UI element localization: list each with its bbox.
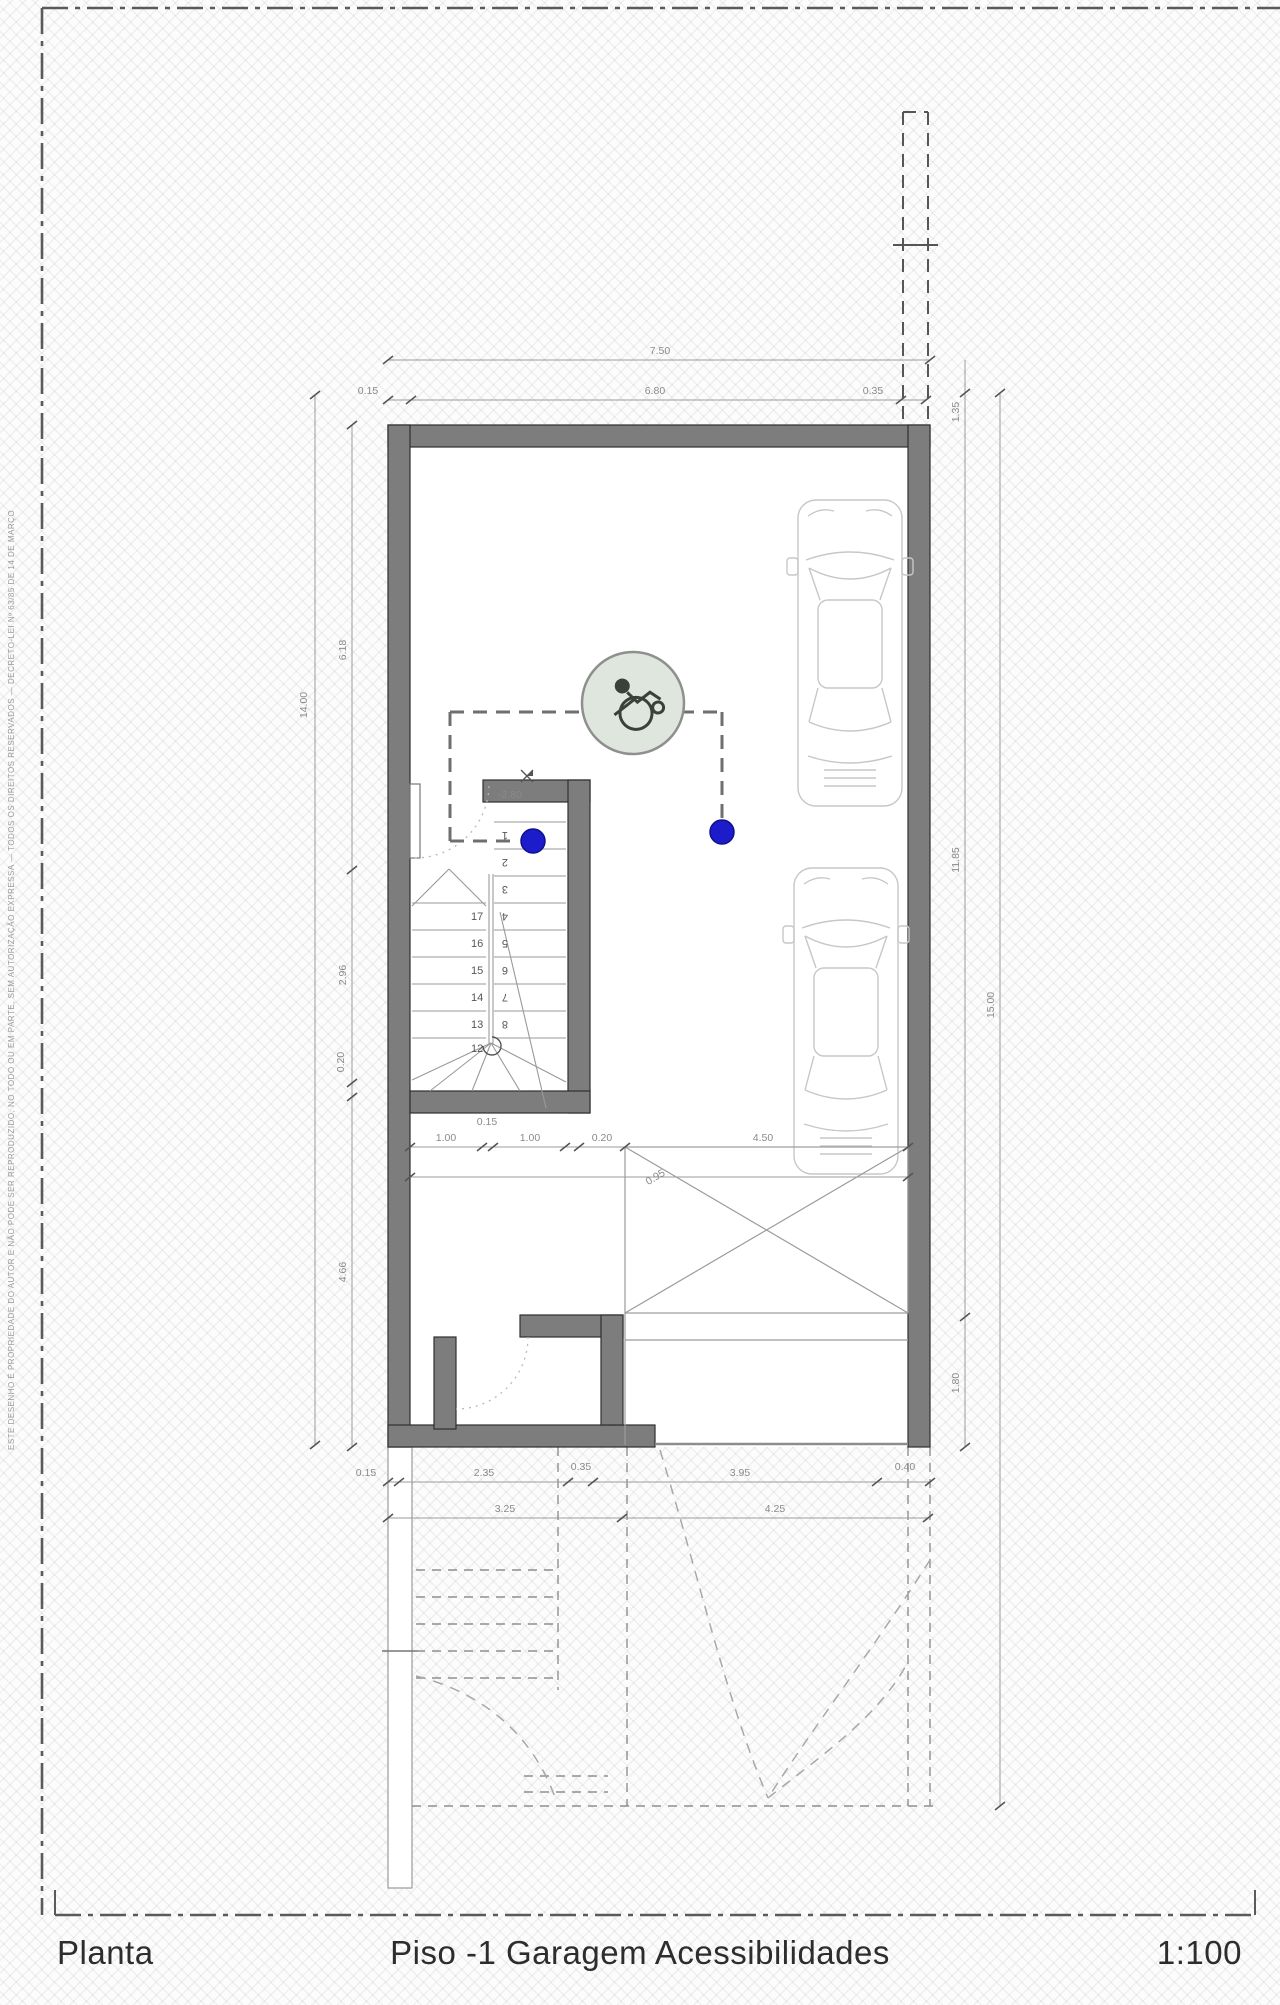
level-value: -2.80	[498, 789, 522, 801]
dim-left	[298, 391, 357, 1451]
dim-left-small: 0.20	[335, 1051, 347, 1073]
view-type-label: Planta	[57, 1934, 154, 1971]
svg-text:17: 17	[471, 911, 484, 923]
svg-text:4: 4	[501, 910, 508, 922]
dim-inner-3: 1.00	[519, 1132, 541, 1144]
dim-bottom-3: 3.95	[729, 1467, 751, 1479]
dim-right	[950, 360, 1005, 1810]
dim-inner-1: 1.00	[435, 1132, 457, 1144]
wheelchair-badge	[582, 652, 684, 754]
dim-inner-2: 0.15	[476, 1116, 498, 1128]
dim-top	[358, 345, 935, 404]
dim-bottom-sub-2: 4.25	[764, 1503, 786, 1515]
copyright-note: ESTE DESENHO É PROPRIEDADE DO AUTOR E NÃO PODE SER REPRODUZIDO, NO TODO OU EM PARTE, SEM AUTORIZAÇÃO EXPRESSA — TODOS OS DIREITOS RESERVADOS — DECRETO-LEI Nº 63/85 DE 14 DE MARÇO	[7, 509, 16, 1450]
dim-inner-diag: 0.95	[643, 1167, 668, 1188]
dim-top-wall-left: 0.15	[357, 385, 379, 397]
svg-text:15: 15	[471, 965, 484, 977]
route-marker-blue-1	[521, 829, 545, 853]
svg-text:5: 5	[501, 937, 508, 949]
dim-top-overall: 7.50	[649, 345, 671, 357]
svg-text:1: 1	[501, 829, 508, 841]
svg-text:14: 14	[471, 992, 484, 1004]
svg-text:2: 2	[501, 856, 508, 868]
route-marker-blue-2	[710, 820, 734, 844]
dim-left-upper: 6.18	[337, 639, 349, 661]
exterior-stair-treads	[412, 1447, 935, 1806]
dim-inner-4: 0.20	[591, 1132, 613, 1144]
vehicle-sweep-curves	[416, 1450, 930, 1800]
dim-right-overall: 15.00	[985, 991, 997, 1019]
svg-text:12: 12	[471, 1043, 484, 1055]
dim-inner-lift: 4.50	[752, 1132, 774, 1144]
drawing-scale: 1:100	[1156, 1934, 1242, 1971]
dim-left-lower: 4.66	[337, 1261, 349, 1283]
dim-top-wall-right: 0.35	[862, 385, 884, 397]
dim-bottom-wall: 0.15	[355, 1467, 377, 1479]
svg-text:6: 6	[501, 964, 508, 976]
svg-text:8: 8	[501, 1018, 508, 1030]
driveway-ramp	[382, 1447, 935, 1888]
dim-left-mid: 2.96	[337, 964, 349, 986]
title-block	[57, 1934, 1242, 1971]
dim-bottom-2: 0.35	[570, 1461, 592, 1473]
dim-left-overall: 14.00	[298, 691, 310, 719]
svg-text:13: 13	[471, 1019, 484, 1031]
svg-text:7: 7	[501, 991, 508, 1003]
dim-bottom-sub-1: 3.25	[494, 1503, 516, 1515]
lot-boundary-lines	[893, 112, 938, 425]
svg-text:3: 3	[501, 883, 508, 895]
svg-text:16: 16	[471, 938, 484, 950]
dim-right-upper: 1.35	[950, 401, 962, 423]
dim-bottom-1: 2.35	[473, 1467, 495, 1479]
dim-right-mid: 11.85	[950, 847, 962, 873]
dim-bottom	[356, 1461, 935, 1522]
dim-bottom-4: 0.40	[894, 1461, 916, 1473]
dim-top-interior: 6.80	[644, 385, 666, 397]
drawing-title: Piso -1 Garagem Acessibilidades	[390, 1934, 890, 1971]
garage-floor	[410, 447, 908, 1447]
dim-right-lower: 1.80	[950, 1372, 962, 1394]
